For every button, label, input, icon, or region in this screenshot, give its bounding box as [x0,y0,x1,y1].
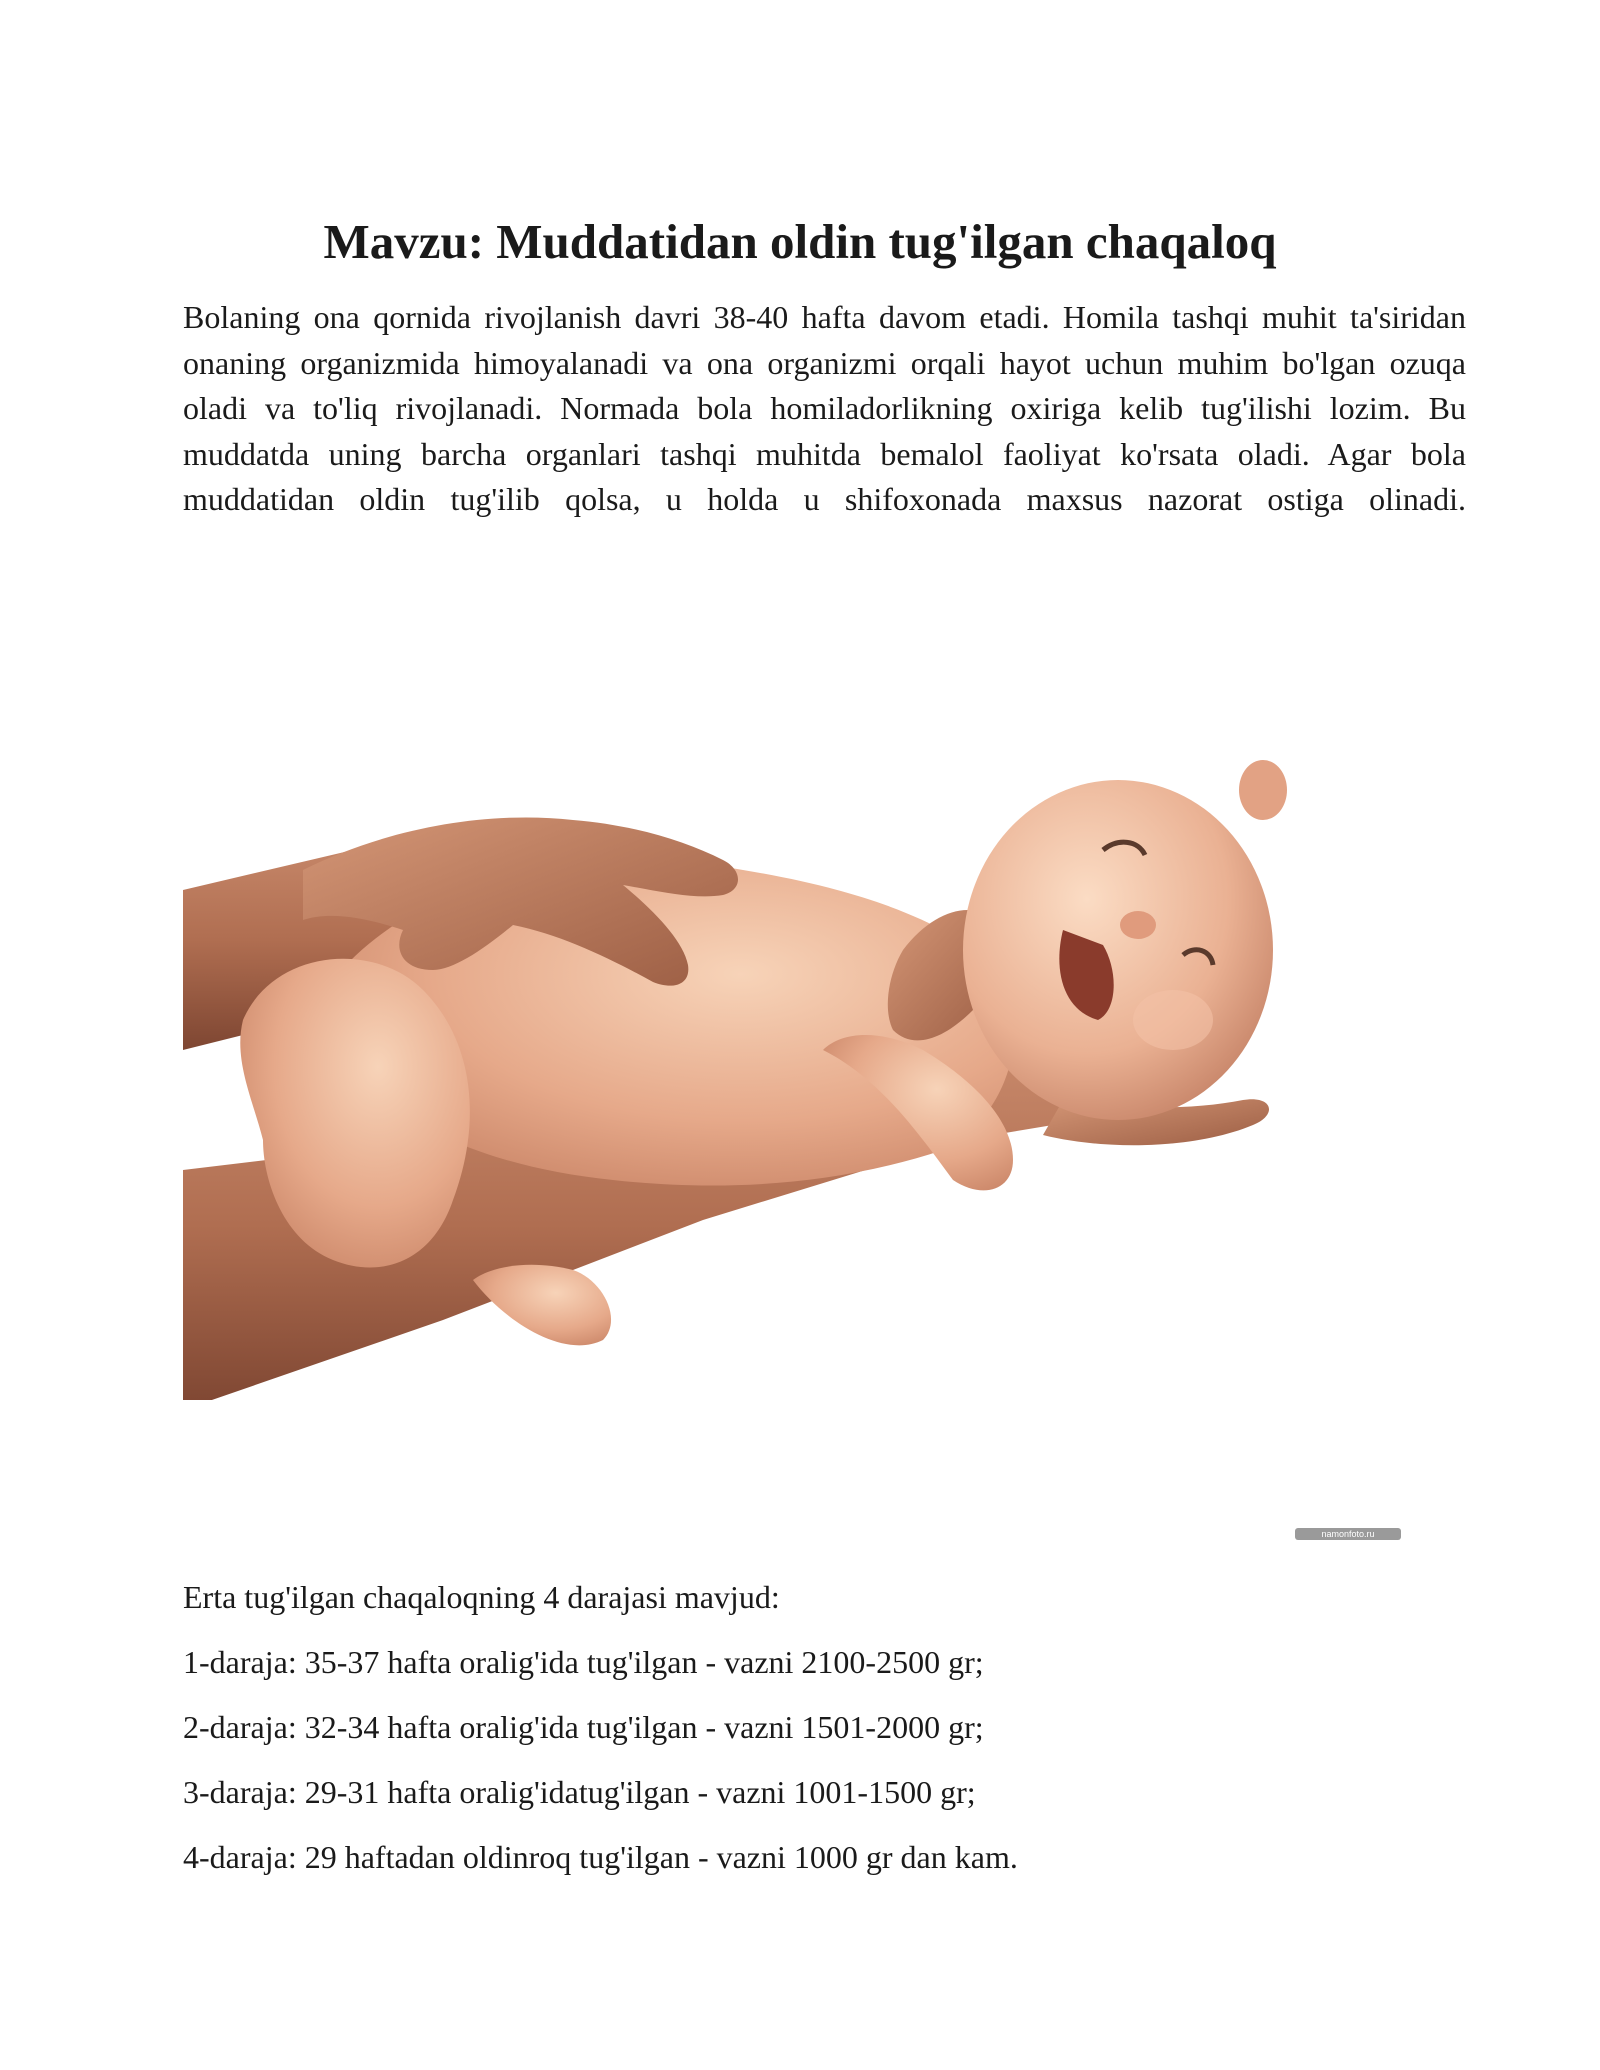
baby-head [963,780,1273,1120]
baby-illustration [183,720,1423,1400]
list-item: 2-daraja: 32-34 hafta oralig'ida tug'ilgan - vazni 1501-2000 gr; [183,1709,984,1745]
watermark: namonfoto.ru [1295,1528,1401,1540]
baby-ear [1239,760,1287,820]
baby-cheek [1133,990,1213,1050]
list-item: 4-daraja: 29 haftadan oldinroq tug'ilgan - vazni 1000 gr dan kam. [183,1839,1018,1875]
levels-heading: Erta tug'ilgan chaqaloqning 4 darajasi mavjud: [183,1579,780,1615]
list-item: 1-daraja: 35-37 hafta oralig'ida tug'ilgan - vazni 2100-2500 gr; [183,1644,984,1680]
baby-photo [183,720,1423,1400]
intro-paragraph: Bolaning ona qornida rivojlanish davri 38-40 hafta davom etadi. Homila tashqi muhit ta'siridan onaning organizmida himoyalanadi va ona organizmi orqali hayot uchun muhim bo'lgan ozuqa oladi va to'liq rivojlanadi. Normada bola homiladorlikning oxiriga kelib tug'ilishi lozim. Bu muddatda uning barcha organlari tashqi muhitda bemalol faoliyat ko'rsata oladi. Agar bola muddatidan oldin tug'ilib qolsa, u holda u shifoxonada maxsus nazorat ostiga olinadi. [183,299,1466,517]
list-item: 3-daraja: 29-31 hafta oralig'idatug'ilgan - vazni 1001-1500 gr; [183,1774,976,1810]
baby-nose [1120,911,1156,939]
page-title: Mavzu: Muddatidan oldin tug'ilgan chaqaloq [323,214,1277,269]
levels-list [183,1575,1466,1900]
baby-foot [473,1265,611,1346]
